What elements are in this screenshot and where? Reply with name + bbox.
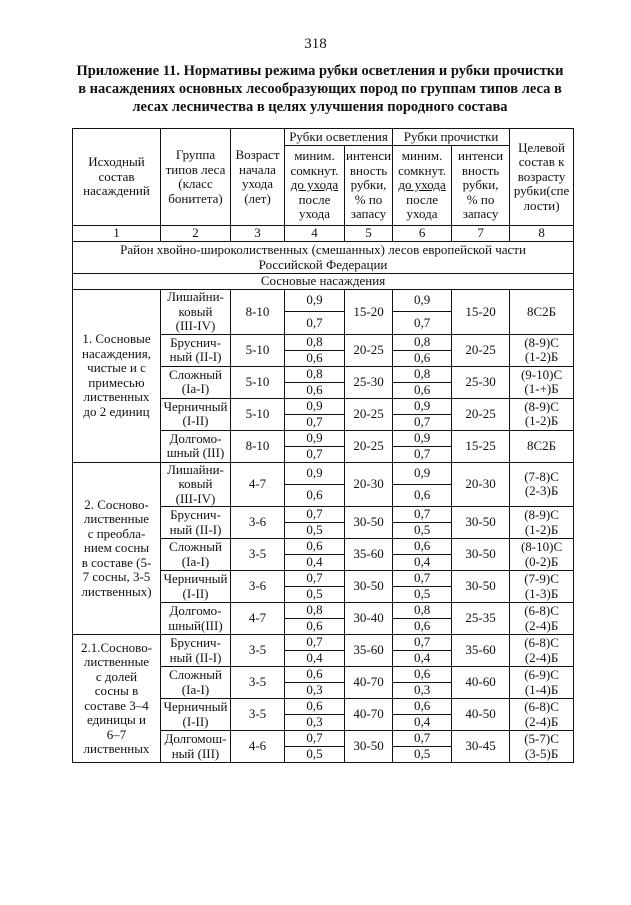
cleaning-min-closure-after: 0,3 (393, 683, 452, 699)
table-row (73, 290, 574, 312)
header-intensity-cleaning: интенси вность рубки, % по запасу (452, 146, 510, 226)
target-composition-cell (510, 334, 574, 366)
norms-table-wrapper (72, 128, 574, 763)
column-number: 5 (345, 226, 393, 242)
initial-composition-line: 2. Сосново- (84, 496, 149, 512)
release-min-closure-before: 0,9 (285, 398, 345, 414)
column-number: 6 (393, 226, 452, 242)
forest-type-line: ный (II-I) (169, 521, 222, 537)
release-min-closure-after: 0,6 (285, 484, 345, 506)
initial-composition-cell (73, 462, 161, 635)
target-composition-line: (2-4)Б (524, 649, 559, 665)
header-initial-composition: Исходный состав насаждений (73, 129, 161, 226)
cleaning-intensity-cell: 40-50 (452, 699, 510, 731)
release-min-closure-after: 0,4 (285, 555, 345, 571)
cleaning-intensity-cell: 15-25 (452, 430, 510, 462)
start-age-cell: 3-5 (231, 539, 285, 571)
release-min-closure-after: 0,6 (285, 350, 345, 366)
cleaning-min-closure-before: 0,7 (393, 731, 452, 747)
target-composition-cell (510, 290, 574, 335)
target-composition-cell (510, 731, 574, 763)
start-age-cell: 3-5 (231, 635, 285, 667)
start-age-cell: 4-6 (231, 731, 285, 763)
release-intensity-cell: 40-70 (345, 667, 393, 699)
table-row (73, 635, 574, 651)
header-intensity-release: интенси вность рубки, % по запасу (345, 146, 393, 226)
cleaning-intensity-cell: 20-25 (452, 398, 510, 430)
initial-composition-line: лиственных) (81, 583, 152, 599)
cleaning-min-closure-before: 0,6 (393, 539, 452, 555)
target-composition-line: 8С2Б (526, 303, 557, 319)
cleaning-min-closure-after: 0,6 (393, 350, 452, 366)
initial-composition-line: 7 сосны, 3-5 (82, 569, 151, 584)
header-min-closure-cleaning: миним. сомкнут. до ухода после ухода (393, 146, 452, 226)
target-composition-line: (5-7)С (524, 731, 559, 746)
column-number: 4 (285, 226, 345, 242)
target-composition-line: (1-3)Б (524, 585, 559, 601)
forest-type-line: шный(III) (168, 617, 223, 633)
start-age-cell: 5-10 (231, 398, 285, 430)
forest-type-cell (161, 539, 231, 571)
cleaning-min-closure-before: 0,8 (393, 366, 452, 382)
cleaning-min-closure-before: 0,8 (393, 603, 452, 619)
forest-type-line: (Ia-I) (181, 681, 210, 697)
forest-type-cell (161, 571, 231, 603)
release-min-closure-before: 0,6 (285, 667, 345, 683)
forest-type-cell (161, 699, 231, 731)
cleaning-min-closure-after: 0,7 (393, 446, 452, 462)
release-min-closure-after: 0,7 (285, 414, 345, 430)
release-intensity-cell: 35-60 (345, 635, 393, 667)
cleaning-min-closure-before: 0,6 (393, 667, 452, 683)
release-intensity-cell: 30-50 (345, 507, 393, 539)
forest-type-cell (161, 430, 231, 462)
forest-type-line: ный (II-I) (169, 649, 222, 665)
cleaning-min-closure-after: 0,4 (393, 651, 452, 667)
forest-type-line: Лишайни- (167, 289, 224, 304)
cleaning-intensity-cell: 15-20 (452, 290, 510, 335)
target-composition-cell (510, 571, 574, 603)
release-min-closure-before: 0,7 (285, 731, 345, 747)
forest-type-line: Бруснич- (170, 635, 221, 650)
column-number: 8 (510, 226, 574, 242)
target-composition-line: (1-4)Б (524, 681, 559, 697)
target-composition-line: (3-5)Б (524, 745, 559, 761)
target-composition-line: (6-8)С (524, 603, 559, 618)
initial-composition-line: насаждения, (82, 345, 151, 361)
initial-composition-line: лиственных (83, 741, 150, 756)
release-intensity-cell: 20-25 (345, 430, 393, 462)
forest-type-line: ковый (178, 476, 213, 491)
cleaning-min-closure-before: 0,9 (393, 430, 452, 446)
start-age-cell: 3-5 (231, 667, 285, 699)
target-composition-cell (510, 507, 574, 539)
target-composition-line: (7-9)С (524, 571, 559, 586)
cleaning-intensity-cell: 25-30 (452, 366, 510, 398)
page-title (70, 62, 570, 116)
release-min-closure-before: 0,8 (285, 603, 345, 619)
initial-composition-line: в составе (5- (81, 554, 152, 570)
forest-type-line: (I-II) (182, 585, 209, 601)
release-min-closure-after: 0,7 (285, 312, 345, 334)
cleaning-min-closure-after: 0,7 (393, 312, 452, 334)
forest-type-cell (161, 667, 231, 699)
cleaning-min-closure-before: 0,8 (393, 334, 452, 350)
start-age-cell: 5-10 (231, 334, 285, 366)
release-intensity-cell: 40-70 (345, 699, 393, 731)
release-min-closure-before: 0,9 (285, 462, 345, 484)
forest-type-line: Сложный (169, 539, 222, 554)
cleaning-min-closure-after: 0,5 (393, 587, 452, 603)
release-min-closure-after: 0,5 (285, 747, 345, 763)
release-min-closure-before: 0,6 (285, 539, 345, 555)
start-age-cell: 3-5 (231, 699, 285, 731)
cleaning-min-closure-before: 0,6 (393, 699, 452, 715)
target-composition-line: (8-10)С (520, 539, 563, 554)
cleaning-intensity-cell: 30-50 (452, 539, 510, 571)
release-intensity-cell: 25-30 (345, 366, 393, 398)
cleaning-min-closure-after: 0,5 (393, 747, 452, 763)
target-composition-cell (510, 635, 574, 667)
cleaning-min-closure-before: 0,7 (393, 507, 452, 523)
region-heading: Район хвойно-широколиственных (смешанных) лесов европейской части Российской Федерации (73, 242, 574, 274)
forest-type-line: Черничный (163, 571, 228, 586)
target-composition-line: (1-2)Б (524, 413, 559, 428)
release-min-closure-before: 0,7 (285, 507, 345, 523)
forest-type-line: ный (II-I) (169, 349, 222, 364)
forest-type-line: Долгомош- (164, 731, 227, 746)
initial-composition-line: лиственные (83, 511, 150, 526)
target-composition-cell (510, 603, 574, 635)
target-composition-line: 8С2Б (526, 437, 557, 453)
forest-type-line: (I-II) (182, 713, 209, 729)
cleaning-min-closure-before: 0,9 (393, 462, 452, 484)
release-min-closure-after: 0,6 (285, 382, 345, 398)
initial-composition-line: единицы и (87, 712, 146, 727)
forest-type-line: ный (III) (171, 745, 220, 761)
initial-composition-cell (73, 635, 161, 763)
forest-type-line: (I-II) (182, 413, 209, 428)
initial-composition-line: примесью (88, 374, 145, 390)
forest-type-line: (Ia-I) (181, 381, 210, 396)
column-number: 2 (161, 226, 231, 242)
release-min-closure-after: 0,3 (285, 715, 345, 731)
initial-composition-line: нием сосны (83, 540, 150, 555)
release-intensity-cell: 15-20 (345, 290, 393, 335)
cleaning-intensity-cell: 20-25 (452, 334, 510, 366)
start-age-cell: 8-10 (231, 430, 285, 462)
cleaning-min-closure-after: 0,4 (393, 715, 452, 731)
header-release-cutting: Рубки осветления (285, 129, 393, 146)
release-intensity-cell: 20-25 (345, 398, 393, 430)
target-composition-line: (2-4)Б (524, 713, 559, 729)
forest-type-line: Долгомо- (169, 603, 222, 618)
release-min-closure-before: 0,9 (285, 290, 345, 312)
cleaning-min-closure-before: 0,7 (393, 635, 452, 651)
release-intensity-cell: 30-40 (345, 603, 393, 635)
title-line: лесах лесничества в целях улучшения породного состава (132, 99, 508, 115)
target-composition-cell (510, 398, 574, 430)
header-cleaning-cutting: Рубки прочистки (393, 129, 510, 146)
forest-type-line: (III-IV) (175, 490, 216, 506)
forest-type-line: Бруснич- (170, 507, 221, 522)
forest-type-line: Бруснич- (170, 334, 221, 350)
forest-type-line: (Ia-I) (181, 553, 210, 569)
target-composition-line: (9-10)С (520, 366, 563, 382)
start-age-cell: 3-6 (231, 571, 285, 603)
column-numbers-row (73, 226, 574, 242)
column-number: 3 (231, 226, 285, 242)
forest-type-line: ковый (178, 303, 213, 319)
target-composition-cell (510, 366, 574, 398)
forest-type-line: шный (III) (166, 445, 225, 460)
initial-composition-cell (73, 290, 161, 463)
target-composition-line: (1-+)Б (524, 381, 559, 396)
target-composition-line: (8-9)С (524, 334, 559, 350)
release-min-closure-before: 0,9 (285, 430, 345, 446)
header-min-closure-release: миним. сомкнут. до ухода после ухода (285, 146, 345, 226)
release-min-closure-before: 0,7 (285, 635, 345, 651)
initial-composition-line: до 2 единиц (83, 403, 150, 419)
target-composition-line: (8-9)С (524, 507, 559, 522)
release-min-closure-before: 0,7 (285, 571, 345, 587)
forest-type-line: Черничный (163, 398, 228, 414)
forest-type-cell (161, 603, 231, 635)
cleaning-min-closure-before: 0,7 (393, 571, 452, 587)
initial-composition-line: лиственных (83, 389, 150, 405)
release-intensity-cell: 30-50 (345, 571, 393, 603)
cleaning-intensity-cell: 40-60 (452, 667, 510, 699)
cleaning-min-closure-before: 0,9 (393, 290, 452, 312)
forest-type-cell (161, 366, 231, 398)
target-composition-line: (8-9)С (524, 398, 559, 414)
release-min-closure-after: 0,5 (285, 523, 345, 539)
cleaning-min-closure-before: 0,9 (393, 398, 452, 414)
cleaning-min-closure-after: 0,6 (393, 382, 452, 398)
cleaning-intensity-cell: 35-60 (452, 635, 510, 667)
start-age-cell: 4-7 (231, 462, 285, 507)
release-intensity-cell: 35-60 (345, 539, 393, 571)
initial-composition-line: 2.1.Сосново- (80, 639, 153, 655)
cleaning-min-closure-after: 0,6 (393, 619, 452, 635)
target-composition-line: (1-2)Б (524, 521, 559, 537)
forest-type-line: Лишайни- (167, 461, 224, 477)
target-composition-cell (510, 699, 574, 731)
column-number: 7 (452, 226, 510, 242)
start-age-cell: 3-6 (231, 507, 285, 539)
forest-type-line: Долгомо- (169, 430, 222, 446)
table-body (73, 290, 574, 763)
cleaning-intensity-cell: 30-50 (452, 571, 510, 603)
forest-type-cell (161, 635, 231, 667)
release-intensity-cell: 20-30 (345, 462, 393, 507)
cleaning-intensity-cell: 20-30 (452, 462, 510, 507)
initial-composition-line: сосны в (94, 683, 139, 698)
release-min-closure-before: 0,8 (285, 334, 345, 350)
target-composition-line: (2-3)Б (524, 483, 559, 499)
initial-composition-line: составе 3–4 (84, 697, 149, 713)
forest-type-line: Сложный (169, 667, 222, 682)
release-intensity-cell: 20-25 (345, 334, 393, 366)
release-intensity-cell: 30-50 (345, 731, 393, 763)
target-composition-line: (0-2)Б (524, 553, 559, 569)
header-start-age: Возраст начала ухода (лет) (231, 129, 285, 226)
release-min-closure-after: 0,3 (285, 683, 345, 699)
forest-type-cell (161, 507, 231, 539)
release-min-closure-before: 0,6 (285, 699, 345, 715)
start-age-cell: 4-7 (231, 603, 285, 635)
target-composition-line: (2-4)Б (524, 617, 559, 633)
start-age-cell: 8-10 (231, 290, 285, 335)
initial-composition-line: с преобла- (87, 525, 146, 541)
cleaning-intensity-cell: 25-35 (452, 603, 510, 635)
cleaning-intensity-cell: 30-50 (452, 507, 510, 539)
forest-type-line: (III-IV) (175, 318, 216, 333)
release-min-closure-after: 0,5 (285, 587, 345, 603)
target-composition-line: (1-2)Б (524, 349, 559, 364)
target-composition-cell (510, 462, 574, 507)
cleaning-min-closure-after: 0,6 (393, 484, 452, 506)
release-min-closure-before: 0,8 (285, 366, 345, 382)
header-forest-type-group: Группа типов леса (класс бонитета) (161, 129, 231, 226)
initial-composition-line: лиственные (83, 654, 150, 669)
page-number: 318 (304, 36, 327, 52)
initial-composition-line: 1. Сосновые (82, 331, 151, 347)
forest-type-cell (161, 462, 231, 507)
target-composition-line: (6-8)С (524, 635, 559, 650)
cleaning-intensity-cell: 30-45 (452, 731, 510, 763)
target-composition-cell (510, 539, 574, 571)
release-min-closure-after: 0,7 (285, 446, 345, 462)
forest-type-line: Сложный (169, 366, 222, 382)
forest-type-cell (161, 398, 231, 430)
forest-type-line: Черничный (163, 699, 228, 714)
target-composition-cell (510, 430, 574, 462)
initial-composition-line: с долей (95, 668, 138, 684)
title-line: в насаждениях основных лесообразующих пород по группам типов леса в (78, 81, 562, 97)
target-composition-line: (6-8)С (524, 699, 559, 714)
release-min-closure-after: 0,6 (285, 619, 345, 635)
header-target-composition: Целевой состав к возрасту рубки(спе лости) (510, 129, 574, 226)
target-composition-cell (510, 667, 574, 699)
release-min-closure-after: 0,4 (285, 651, 345, 667)
subsection-heading: Сосновые насаждения (73, 274, 574, 290)
cleaning-min-closure-after: 0,5 (393, 523, 452, 539)
initial-composition-line: чистые и с (87, 360, 146, 376)
target-composition-line: (7-8)С (524, 468, 559, 484)
forest-type-cell (161, 290, 231, 335)
cleaning-min-closure-after: 0,7 (393, 414, 452, 430)
cleaning-min-closure-after: 0,4 (393, 555, 452, 571)
title-line: Приложение 11. Нормативы режима рубки осветления и рубки прочистки (76, 63, 564, 79)
forest-type-cell (161, 334, 231, 366)
norms-table (72, 128, 574, 763)
start-age-cell: 5-10 (231, 366, 285, 398)
forest-type-cell (161, 731, 231, 763)
table-row (73, 462, 574, 484)
initial-composition-line: 6–7 (106, 726, 127, 742)
column-number: 1 (73, 226, 161, 242)
target-composition-line: (6-9)С (524, 667, 559, 682)
